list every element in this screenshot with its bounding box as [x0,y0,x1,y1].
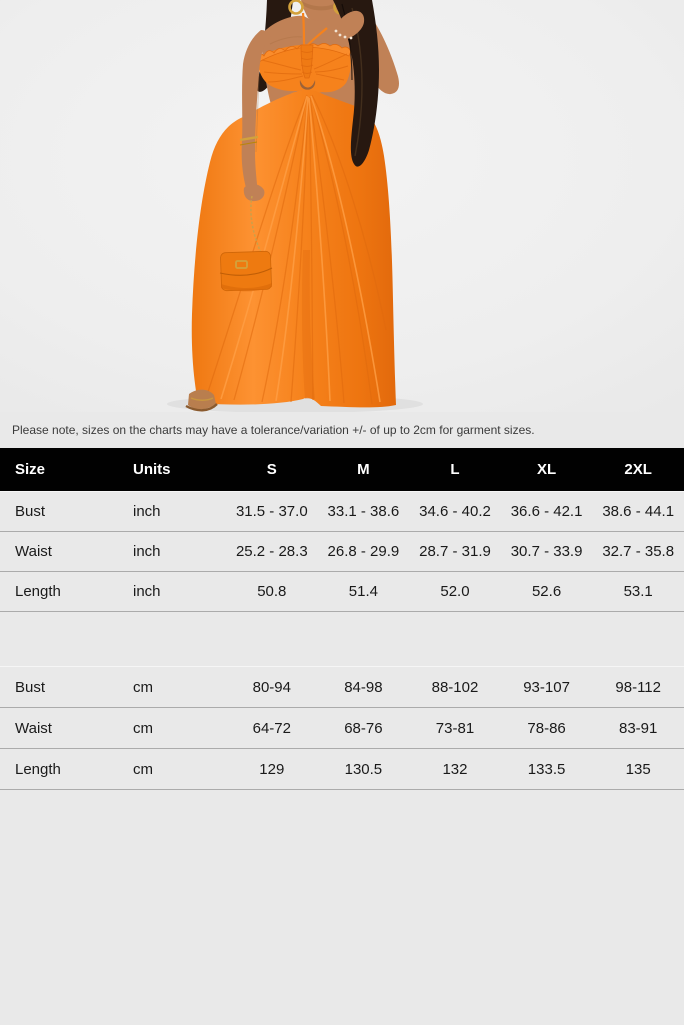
units-cell: cm [126,749,226,790]
handbag [220,251,272,291]
value-cell: 98-112 [592,667,684,708]
table-row-bust-inch [0,492,684,532]
model-illustration [0,0,684,412]
value-cell: 129 [226,749,318,790]
column-header-s: S [226,448,318,492]
units-cell: cm [126,708,226,749]
table-row-waist-cm [0,708,684,749]
column-header-m: M [318,448,410,492]
value-cell: 78-86 [501,708,593,749]
value-cell: 32.7 - 35.8 [592,532,684,572]
measurement-label: Waist [0,708,126,749]
measurement-label: Length [0,749,126,790]
value-cell: 68-76 [318,708,410,749]
product-photo [0,0,684,412]
size-chart-header-row [0,448,684,492]
value-cell: 73-81 [409,708,501,749]
value-cell: 51.4 [318,572,410,612]
value-cell: 30.7 - 33.9 [501,532,593,572]
measurement-label: Length [0,572,126,612]
size-chart-inch-table [0,448,684,612]
table-gap [0,612,684,666]
value-cell: 135 [592,749,684,790]
column-header-xl: XL [501,448,593,492]
value-cell: 53.1 [592,572,684,612]
units-cell: cm [126,667,226,708]
table-row-length-inch [0,572,684,612]
value-cell: 80-94 [226,667,318,708]
value-cell: 130.5 [318,749,410,790]
measurement-label: Bust [0,667,126,708]
value-cell: 52.6 [501,572,593,612]
value-cell: 93-107 [501,667,593,708]
table-row-bust-cm [0,667,684,708]
value-cell: 31.5 - 37.0 [226,492,318,532]
table-row-length-cm [0,749,684,790]
value-cell: 25.2 - 28.3 [226,532,318,572]
value-cell: 133.5 [501,749,593,790]
value-cell: 64-72 [226,708,318,749]
column-header-size: Size [0,448,126,492]
units-cell: inch [126,492,226,532]
size-chart-cm-table [0,666,684,790]
measurement-label: Waist [0,532,126,572]
value-cell: 50.8 [226,572,318,612]
value-cell: 34.6 - 40.2 [409,492,501,532]
value-cell: 26.8 - 29.9 [318,532,410,572]
value-cell: 28.7 - 31.9 [409,532,501,572]
size-tolerance-note: Please note, sizes on the charts may have a tolerance/variation +/- of up to 2cm for garment sizes. [12,423,535,437]
column-header-l: L [409,448,501,492]
column-header-units: Units [126,448,226,492]
table-row-waist-inch [0,532,684,572]
value-cell: 83-91 [592,708,684,749]
units-cell: inch [126,532,226,572]
value-cell: 84-98 [318,667,410,708]
value-cell: 38.6 - 44.1 [592,492,684,532]
value-cell: 52.0 [409,572,501,612]
value-cell: 36.6 - 42.1 [501,492,593,532]
value-cell: 88-102 [409,667,501,708]
value-cell: 132 [409,749,501,790]
value-cell: 33.1 - 38.6 [318,492,410,532]
column-header-2xl: 2XL [592,448,684,492]
measurement-label: Bust [0,492,126,532]
units-cell: inch [126,572,226,612]
